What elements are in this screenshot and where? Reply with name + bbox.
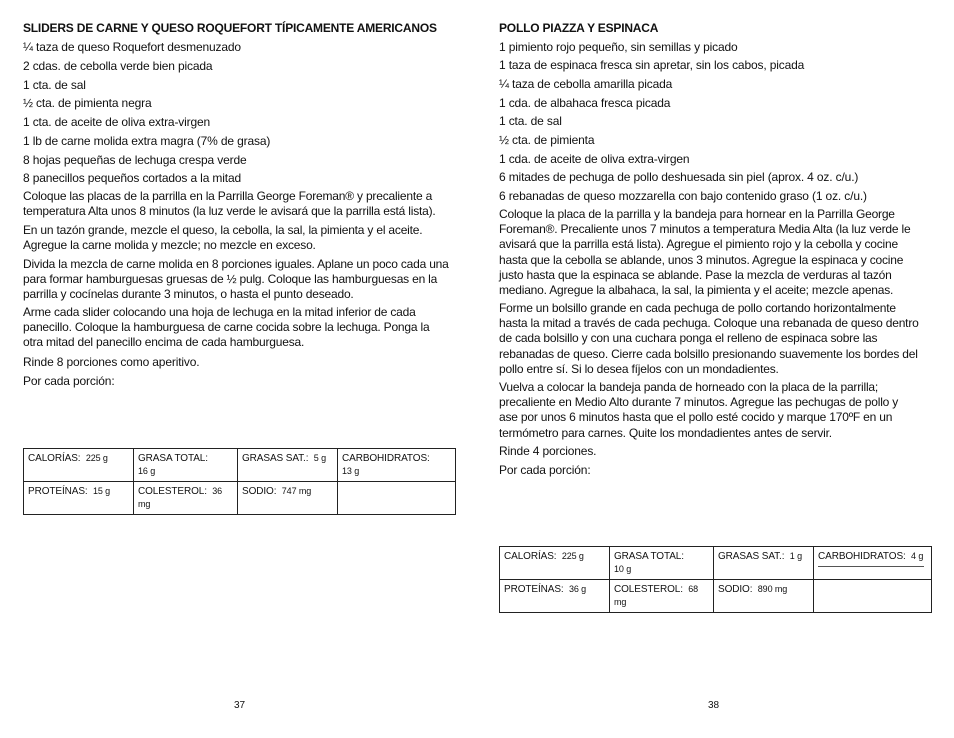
- recipe-title: SLIDERS DE CARNE Y QUESO ROQUEFORT TÍPICAMENTE AMERICANOS: [23, 21, 437, 35]
- sodium-value: 890 mg: [757, 584, 788, 594]
- empty-cell: [814, 580, 932, 613]
- cholesterol-label: COLESTEROL:: [138, 486, 207, 497]
- cholesterol-label: COLESTEROL:: [614, 584, 683, 595]
- protein-cell: [500, 580, 610, 613]
- nutrition-table: [23, 448, 456, 515]
- instruction-paragraph: Divida la mezcla de carne molida en 8 porciones iguales. Aplane un poco cada una para formar hamburguesas gruesas de ½ pulg. Coloque las hamburguesas en la parrilla y cocínelas durante 3 minutos, o hasta el punto deseado.: [23, 257, 449, 302]
- satfat-cell: [238, 449, 338, 482]
- protein-label: PROTEÍNAS:: [504, 584, 564, 595]
- empty-cell: [338, 482, 456, 515]
- satfat-label: GRASAS SAT.:: [718, 551, 785, 562]
- ingredient-line: 1 pimiento rojo pequeño, sin semillas y picado: [499, 40, 738, 54]
- sodium-label: SODIO:: [718, 584, 753, 595]
- cholesterol-cell: [134, 482, 238, 515]
- ingredient-line: 1 cta. de sal: [23, 78, 86, 92]
- cholesterol-value: 36: [212, 486, 223, 496]
- calories-label: CALORÍAS:: [504, 551, 557, 562]
- left-page: [23, 0, 455, 738]
- satfat-value: 1 g: [789, 551, 802, 561]
- ingredient-line: 8 panecillos pequeños cortados a la mitad: [23, 171, 241, 185]
- rule-line: [818, 566, 924, 567]
- satfat-value: 5 g: [313, 453, 326, 463]
- page-number: 38: [708, 700, 720, 711]
- instruction-paragraph: Coloque las placas de la parrilla en la Parrilla George Foreman® y precaliente a temperatura Alta unos 8 minutos (la luz verde le avisará que la parrilla está lista).: [23, 189, 436, 219]
- yield-text: Rinde 8 porciones como aperitivo.: [23, 355, 200, 369]
- ingredient-line: ½ cta. de pimienta: [499, 133, 595, 147]
- ingredient-line: 1 lb de carne molida extra magra (7% de grasa): [23, 134, 271, 148]
- carbs-cell: [814, 547, 932, 580]
- nutrition-table: [499, 546, 932, 613]
- calories-value: 225 g: [85, 453, 108, 463]
- instruction-paragraph: Arme cada slider colocando una hoja de lechuga en la mitad inferior de cada panecillo. Coloque la hamburguesa de carne cocida sobre la lechuga. Ponga la otra mitad del panecillo encima de cada hamburguesa.: [23, 305, 430, 350]
- cholesterol-cell: [610, 580, 714, 613]
- satfat-label: GRASAS SAT.:: [242, 453, 309, 464]
- per-serving-label: Por cada porción:: [23, 374, 115, 388]
- ingredient-line: 1 cta. de aceite de oliva extra-virgen: [23, 115, 211, 129]
- per-serving-label: Por cada porción:: [499, 463, 591, 477]
- ingredient-line: ¼ taza de cebolla amarilla picada: [499, 77, 673, 91]
- ingredient-line: 1 cda. de aceite de oliva extra-virgen: [499, 152, 690, 166]
- protein-label: PROTEÍNAS:: [28, 486, 88, 497]
- carbs-label: CARBOHIDRATOS:: [818, 551, 906, 562]
- fat-value: 16 g: [138, 466, 156, 476]
- protein-cell: [24, 482, 134, 515]
- right-page: [499, 0, 931, 738]
- page-number: 37: [234, 700, 246, 711]
- fat-cell: [610, 547, 714, 580]
- sodium-label: SODIO:: [242, 486, 277, 497]
- carbs-value: 4 g: [911, 551, 924, 561]
- ingredient-line: 6 mitades de pechuga de pollo deshuesada sin piel (aprox. 4 oz. c/u.): [499, 170, 859, 184]
- recipe-title: POLLO PIAZZA Y ESPINACA: [499, 21, 659, 35]
- ingredient-line: 1 cta. de sal: [499, 114, 562, 128]
- fat-label: GRASA TOTAL:: [138, 453, 208, 464]
- cholesterol-unit: mg: [138, 499, 151, 509]
- carbs-label: CARBOHIDRATOS:: [342, 453, 430, 464]
- ingredient-line: ¼ taza de queso Roquefort desmenuzado: [23, 40, 241, 54]
- yield-text: Rinde 4 porciones.: [499, 444, 597, 458]
- sodium-value: 747 mg: [281, 486, 312, 496]
- calories-label: CALORÍAS:: [28, 453, 81, 464]
- instruction-paragraph: Forme un bolsillo grande en cada pechuga de pollo cortando horizontalmente hasta la mitad a través de cada pechuga. Coloque una rebanada de queso dentro de cada bolsillo y con una cuchara ponga el relleno de espinaca sobre las rebanadas de queso. Cierre cada bolsillo presionando suavemente los bordes del pollo entre sí. Si lo desea fíjelos con un mondadientes.: [499, 301, 919, 376]
- calories-cell: [24, 449, 134, 482]
- ingredient-line: 8 hojas pequeñas de lechuga crespa verde: [23, 153, 247, 167]
- satfat-cell: [714, 547, 814, 580]
- protein-value: 36 g: [568, 584, 587, 594]
- instruction-paragraph: Vuelva a colocar la bandeja panda de horneado con la placa de la parrilla; precaliente en Medio Alto durante 7 minutos. Agregue las pechugas de pollo y ase por unos 6 minutos hasta que el pollo esté cocido y marque 170ºF en un termómetro para carnes. Quite los mondadientes antes de servir.: [499, 380, 899, 440]
- fat-cell: [134, 449, 238, 482]
- cholesterol-unit: mg: [614, 597, 627, 607]
- ingredient-line: 1 taza de espinaca fresca sin apretar, sin los cabos, picada: [499, 58, 805, 72]
- ingredient-line: 6 rebanadas de queso mozzarella con bajo contenido graso (1 oz. c/u.): [499, 189, 867, 203]
- instruction-paragraph: Coloque la placa de la parrilla y la bandeja para hornear en la Parrilla George Foreman®. Precaliente unos 7 minutos a temperatura Media Alta (la luz verde le avisará que la parrilla está lista). Agregue el pimiento rojo y la cebolla y cocine hasta que la cebolla se ablande, unos 3 minutos. Agregue la espinaca y cocine justo hasta que la espinaca se ablande. Pase la mezcla de verduras al tazón mediano. Agregue la albahaca, la sal, la pimienta y el aceite; mezcle apenas.: [499, 207, 911, 298]
- sodium-cell: [714, 580, 814, 613]
- instruction-paragraph: En un tazón grande, mezcle el queso, la cebolla, la sal, la pimienta y el aceite. Agregue la carne molida y mezcle; no mezcle en exceso.: [23, 223, 423, 253]
- carbs-value: 13 g: [342, 466, 360, 476]
- carbs-cell: [338, 449, 456, 482]
- calories-cell: [500, 547, 610, 580]
- ingredient-line: 2 cdas. de cebolla verde bien picada: [23, 59, 213, 73]
- fat-value: 10 g: [614, 564, 632, 574]
- fat-label: GRASA TOTAL:: [614, 551, 684, 562]
- protein-value: 15 g: [92, 486, 111, 496]
- ingredient-line: ½ cta. de pimienta negra: [23, 96, 152, 110]
- cholesterol-value: 68: [688, 584, 699, 594]
- sodium-cell: [238, 482, 338, 515]
- calories-value: 225 g: [561, 551, 584, 561]
- ingredient-line: 1 cda. de albahaca fresca picada: [499, 96, 671, 110]
